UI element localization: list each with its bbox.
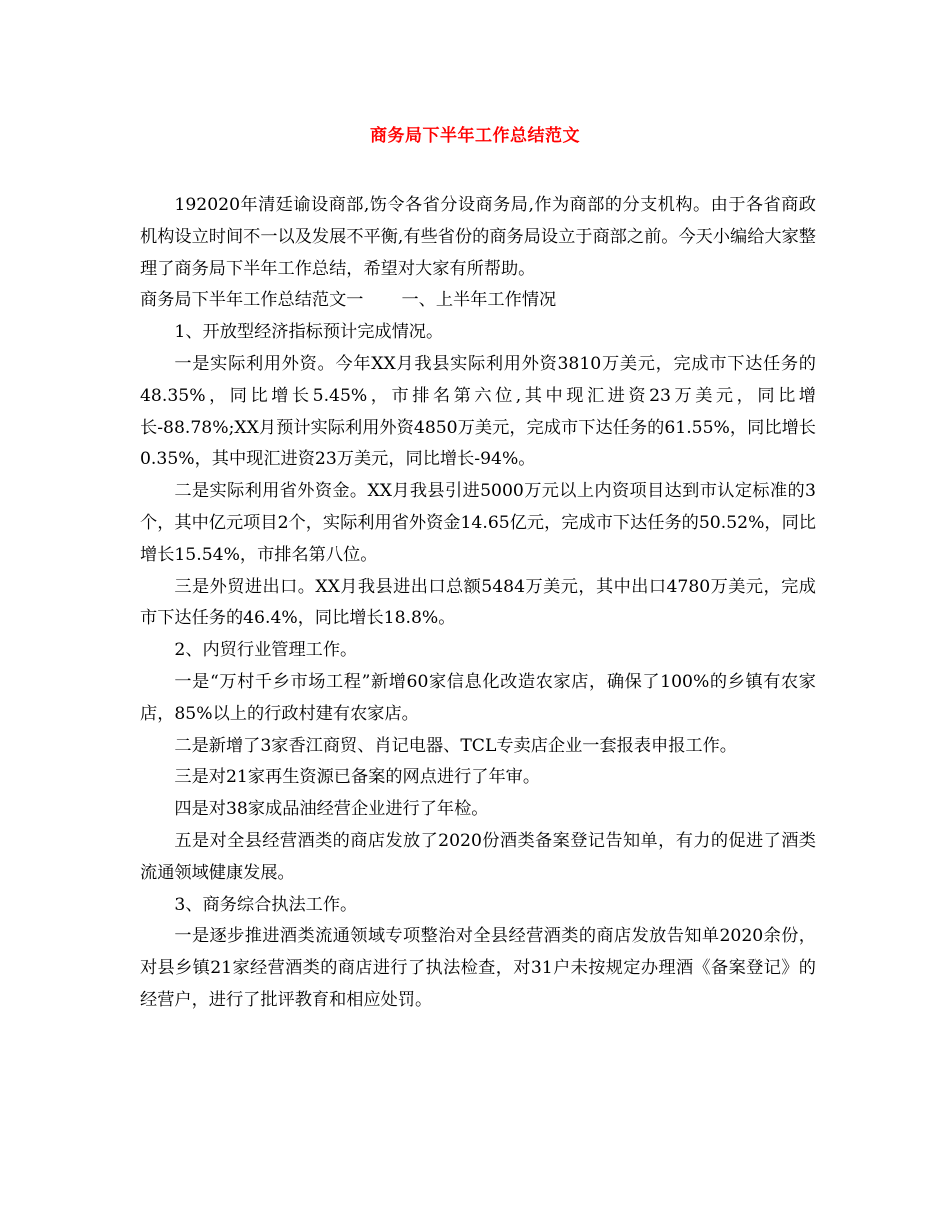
paragraph-village-stores: 一是“万村千乡市场工程”新增60家信息化改造农家店，确保了100%的乡镇有农家店，85%以上的行政村建有农家店。 (140, 671, 816, 724)
paragraph-item-2: 2、内贸行业管理工作。 (174, 640, 358, 661)
intro-paragraph: 192020年清廷谕设商部,饬令各省分设商务局,作为商部的分支机构。由于各省商政机构设立时间不一以及发展不平衡,有些省份的商务局设立于商部之前。今天小编给大家整理了商务局下半年工作总结，希望对大家有所帮助。 (140, 195, 816, 279)
section-heading-subtitle: 一、上半年工作情况 (401, 290, 557, 311)
document-body (140, 190, 816, 1017)
paragraph-oil-inspection: 四是对38家成品油经营企业进行了年检。 (174, 799, 489, 820)
paragraph-domestic-capital: 二是实际利用省外资金。XX月我县引进5000万元以上内资项目达到市认定标准的3个，其中亿元项目2个，实际利用省外资金14.65亿元，完成市下达任务的50.52%，同比增长15.54%，市排名第八位。 (140, 481, 816, 565)
paragraph-item-3: 3、商务综合执法工作。 (174, 894, 358, 915)
paragraph-liquor-notice: 五是对全县经营酒类的商店发放了2020份酒类备案登记告知单，有力的促进了酒类流通领域健康发展。 (140, 830, 816, 883)
document-title: 商务局下半年工作总结范文 (370, 126, 580, 146)
paragraph-foreign-trade: 三是外贸进出口。XX月我县进出口总额5484万美元，其中出口4780万美元，完成市下达任务的46.4%，同比增长18.8%。 (140, 576, 816, 629)
paragraph-recycling-review: 三是对21家再生资源已备案的网点进行了年审。 (174, 767, 541, 788)
paragraph-enforcement: 一是逐步推进酒类流通领域专项整治对全县经营酒类的商店发放告知单2020余份，对县乡镇21家经营酒类的商店进行了执法检查，对31户未按规定办理酒《备案登记》的经营户，进行了批评教育和相应处罚。 (140, 926, 816, 1010)
paragraph-item-1: 1、开放型经济指标预计完成情况。 (174, 322, 444, 343)
paragraph-foreign-investment: 一是实际利用外资。今年XX月我县实际利用外资3810万美元，完成市下达任务的48.35%，同比增长5.45%，市排名第六位,其中现汇进资23万美元，同比增长-88.78%;XX月预计实际利用外资4850万美元，完成市下达任务的61.55%，同比增长0.35%，其中现汇进资23万美元，同比增长-94%。 (140, 353, 816, 470)
paragraph-new-enterprises: 二是新增了3家香江商贸、肖记电器、TCL专卖店企业一套报表申报工作。 (174, 735, 737, 756)
section-heading (140, 285, 816, 317)
section-heading-title: 商务局下半年工作总结范文一 (140, 290, 364, 311)
